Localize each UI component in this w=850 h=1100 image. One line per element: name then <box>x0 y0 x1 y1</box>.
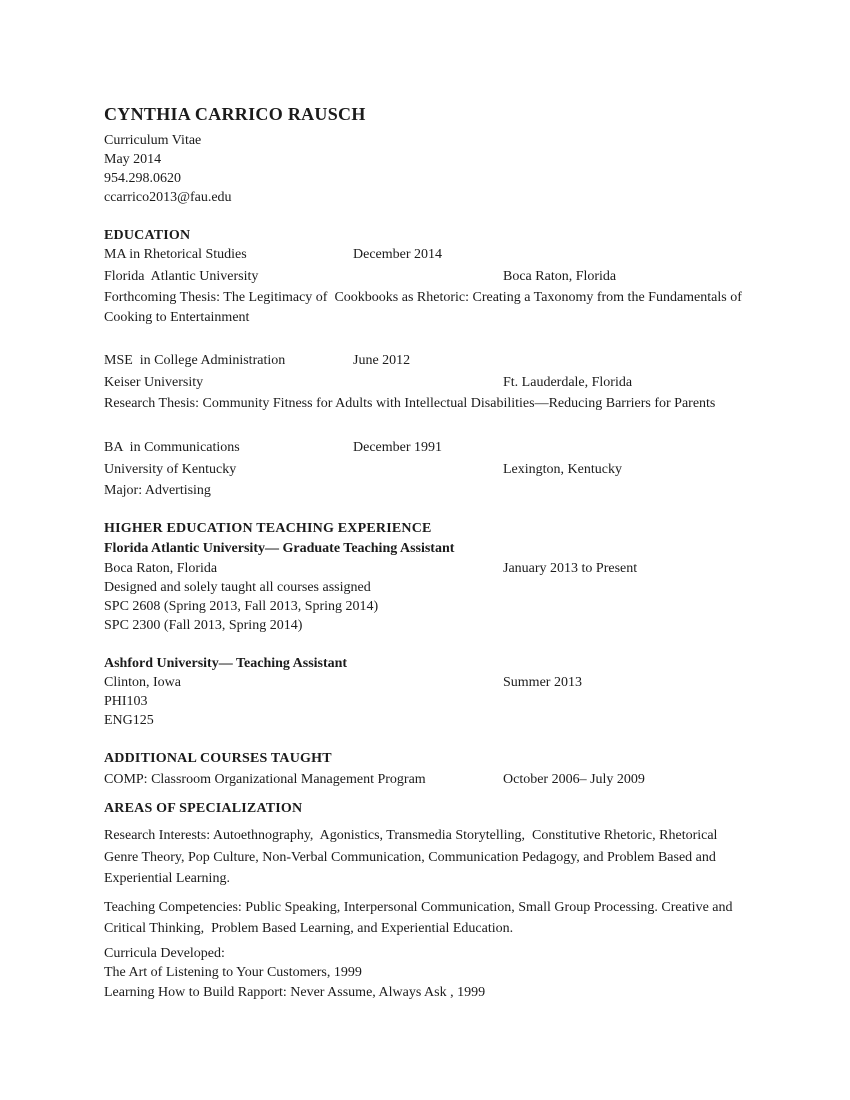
school-location: Lexington, Kentucky <box>503 461 622 477</box>
school-name: Keiser University <box>104 375 204 390</box>
degree-name: BA in Communications <box>104 439 240 455</box>
job-location: Clinton, Iowa <box>104 675 181 690</box>
school-name: Florida Atlantic University <box>104 269 259 284</box>
job-dates: Summer 2013 <box>503 675 582 690</box>
school-location: Ft. Lauderdale, Florida <box>503 375 633 390</box>
degree-detail: Research Thesis: Community Fitness for Adults with Intellectual Disabilities—Reducing Barriers for Parents <box>104 396 716 411</box>
section-teaching-experience <box>104 519 744 730</box>
job-title: Florida Atlantic University— Graduate Teaching Assistant <box>104 541 455 556</box>
section-education <box>104 226 744 500</box>
degree-row <box>104 351 744 370</box>
job-location-row <box>104 559 744 578</box>
cv-name: CYNTHIA CARRICO RAUSCH <box>104 104 366 124</box>
teaching-competencies: Teaching Competencies: Public Speaking, Interpersonal Communication, Small Group Processing. Creative and Critical Thinking, Problem Based Learning, and Experiential Education. <box>104 899 736 936</box>
job-dates: January 2013 to Present <box>503 560 638 576</box>
degree-date: December 1991 <box>353 439 443 455</box>
job-location-row <box>104 673 744 692</box>
research-interests: Research Interests: Autoethnography, Agonistics, Transmedia Storytelling, Constitutive Rhetoric, Rhetorical Genre Theory, Pop Culture, Non-Verbal Communication, Communication Pedagogy, and Problem Based and Experiential Learning. <box>104 828 721 886</box>
school-location: Boca Raton, Florida <box>503 269 617 284</box>
job-location: Boca Raton, Florida <box>104 560 218 576</box>
section-heading-education: EDUCATION <box>104 228 191 243</box>
cv-email: ccarrico2013@fau.edu <box>104 190 232 205</box>
course-name: COMP: Classroom Organizational Management Program <box>104 772 426 787</box>
cv-phone: 954.298.0620 <box>104 171 181 186</box>
school-row <box>104 460 744 479</box>
degree-row <box>104 438 744 457</box>
degree-date: June 2012 <box>353 353 411 368</box>
degree-entry-ba <box>104 438 744 501</box>
degree-detail: Forthcoming Thesis: The Legitimacy of Cookbooks as Rhetoric: Creating a Taxonomy from the Fundamentals of Cooking to Entertainment <box>104 290 746 325</box>
degree-entry-mse <box>104 351 744 414</box>
degree-name: MA in Rhetorical Studies <box>104 247 247 262</box>
cv-subtitle: Curriculum Vitae <box>104 133 202 148</box>
job-detail-line: SPC 2608 (Spring 2013, Fall 2013, Spring 2014) <box>104 598 379 614</box>
degree-date: December 2014 <box>353 247 443 262</box>
degree-name: MSE in College Administration <box>104 353 286 368</box>
curricula-item: Learning How to Build Rapport: Never Assume, Always Ask , 1999 <box>104 984 486 1000</box>
job-entry-ashford <box>104 654 744 731</box>
job-detail-line: Designed and solely taught all courses assigned <box>104 579 371 595</box>
course-row <box>104 770 744 789</box>
school-name: University of Kentucky <box>104 461 237 477</box>
course-dates: October 2006– July 2009 <box>503 772 645 787</box>
section-heading-additional-courses: ADDITIONAL COURSES TAUGHT <box>104 751 332 766</box>
job-detail-line: ENG125 <box>104 713 154 728</box>
degree-detail: Major: Advertising <box>104 482 211 498</box>
section-heading-specialization: AREAS OF SPECIALIZATION <box>104 801 303 816</box>
degree-row <box>104 245 744 264</box>
cv-date: May 2014 <box>104 152 162 167</box>
degree-entry-ma <box>104 245 744 327</box>
school-row <box>104 373 744 392</box>
cv-header <box>104 103 744 207</box>
job-detail-line: SPC 2300 (Fall 2013, Spring 2014) <box>104 617 303 633</box>
section-specialization <box>104 799 744 1002</box>
section-additional-courses <box>104 749 744 789</box>
school-row <box>104 267 744 286</box>
curricula-label: Curricula Developed: <box>104 945 225 961</box>
section-heading-teaching: HIGHER EDUCATION TEACHING EXPERIENCE <box>104 521 432 536</box>
curricula-item: The Art of Listening to Your Customers, 1999 <box>104 965 362 980</box>
job-title: Ashford University— Teaching Assistant <box>104 655 348 671</box>
job-detail-line: PHI103 <box>104 694 148 709</box>
job-entry-fau <box>104 539 744 635</box>
